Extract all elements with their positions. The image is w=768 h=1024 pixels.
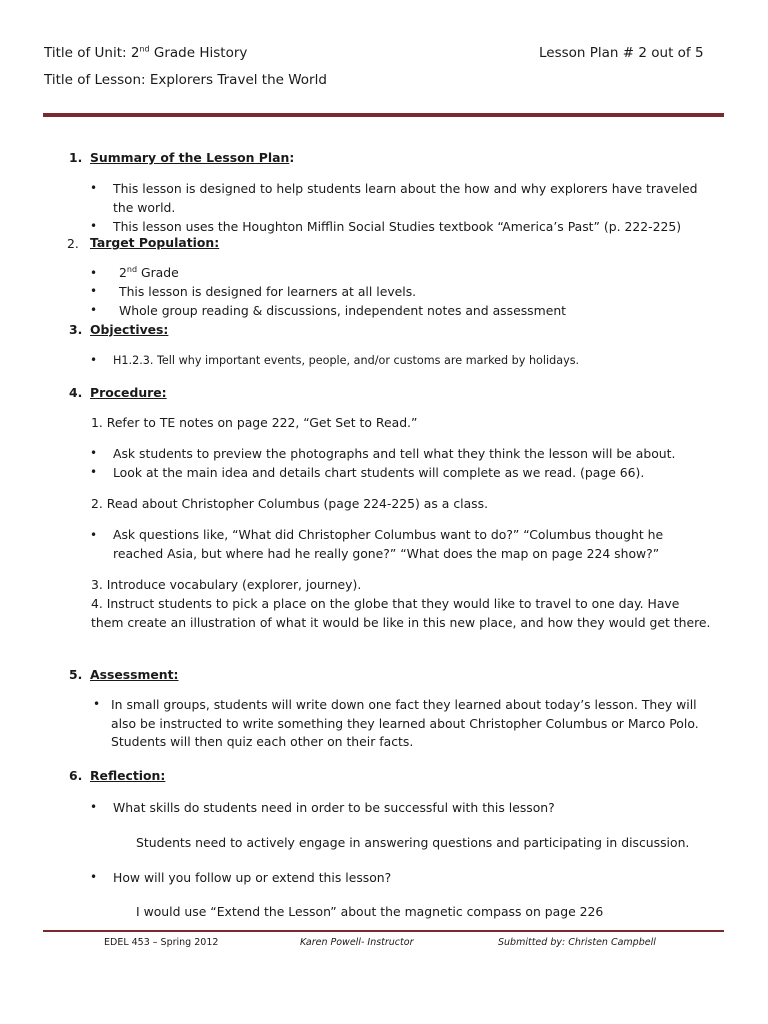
section-heading: Assessment: bbox=[90, 667, 179, 682]
section-heading: Target Population: bbox=[90, 235, 220, 250]
section-number: 2. bbox=[67, 236, 79, 251]
list-item: Ask questions like, “What did Christopher Columbus want to do?” “Columbus thought he reached Asia, but where had he really gone?” “What does the map on page 224 show?” bbox=[113, 527, 664, 561]
bullet-icon: • bbox=[90, 465, 98, 479]
footer-divider bbox=[43, 930, 724, 932]
bullet-icon: • bbox=[90, 303, 98, 317]
reflection-question: What skills do students need in order to be successful with this lesson? bbox=[113, 800, 555, 815]
bullet-icon: • bbox=[93, 697, 101, 711]
footer-submitted-by: Submitted by: Christen Campbell bbox=[498, 937, 656, 948]
bullet-icon: • bbox=[90, 266, 98, 280]
section-heading: Objectives: bbox=[90, 322, 169, 337]
list-item: Ask students to preview the photographs and tell what they think the lesson will be about. bbox=[113, 446, 676, 461]
unit-title: Title of Unit: 2nd Grade History bbox=[44, 44, 248, 61]
footer-course: EDEL 453 – Spring 2012 bbox=[104, 937, 219, 948]
list-item: This lesson uses the Houghton Mifflin Social Studies textbook “America’s Past” (p. 222-225) bbox=[113, 219, 682, 234]
procedure-step: 1. Refer to TE notes on page 222, “Get Set to Read.” bbox=[91, 415, 418, 430]
section-heading: Summary of the Lesson Plan: bbox=[90, 150, 295, 165]
list-item: This lesson is designed for learners at all levels. bbox=[119, 284, 417, 299]
list-item: This lesson is designed to help students learn about the how and why explorers have traveled the world. bbox=[113, 181, 698, 215]
bullet-icon: • bbox=[90, 870, 98, 884]
section-heading: Reflection: bbox=[90, 768, 166, 783]
bullet-icon: • bbox=[90, 446, 98, 460]
bullet-icon: • bbox=[90, 284, 98, 298]
reflection-question: How will you follow up or extend this lesson? bbox=[113, 870, 392, 885]
procedure-step: 3. Introduce vocabulary (explorer, journey). bbox=[91, 577, 362, 592]
section-number: 1. bbox=[69, 150, 83, 165]
section-heading: Procedure: bbox=[90, 385, 167, 400]
procedure-step: 2. Read about Christopher Columbus (page 224-225) as a class. bbox=[91, 496, 489, 511]
lesson-title: Title of Lesson: Explorers Travel the World bbox=[44, 72, 327, 88]
section-number: 4. bbox=[69, 385, 83, 400]
list-item: Whole group reading & discussions, independent notes and assessment bbox=[119, 303, 567, 318]
list-item: In small groups, students will write down one fact they learned about today’s lesson. They will also be instructed to write something they learned about Christopher Columbus or Marco Polo. Students will then quiz each other on their facts. bbox=[111, 697, 699, 749]
bullet-icon: • bbox=[90, 800, 98, 814]
list-item: Look at the main idea and details chart students will complete as we read. (page 66). bbox=[113, 465, 645, 480]
section-number: 6. bbox=[69, 768, 83, 783]
reflection-answer: I would use “Extend the Lesson” about the magnetic compass on page 226 bbox=[136, 904, 604, 919]
procedure-step: 4. Instruct students to pick a place on the globe that they would like to travel to one day. Have them create an illustration of what it would be like in this new place, and how they would get there. bbox=[91, 596, 711, 630]
reflection-answer: Students need to actively engage in answering questions and participating in discussion. bbox=[136, 835, 690, 850]
lesson-plan-number: Lesson Plan # 2 out of 5 bbox=[539, 45, 704, 61]
section-number: 3. bbox=[69, 322, 83, 337]
list-item: 2nd Grade bbox=[119, 264, 179, 280]
bullet-icon: • bbox=[90, 181, 98, 195]
bullet-icon: • bbox=[90, 219, 98, 233]
section-number: 5. bbox=[69, 667, 83, 682]
list-item: H1.2.3. Tell why important events, people, and/or customs are marked by holidays. bbox=[113, 354, 580, 367]
header-divider bbox=[43, 113, 724, 117]
footer-instructor: Karen Powell- Instructor bbox=[300, 937, 414, 948]
bullet-icon: • bbox=[90, 353, 98, 367]
bullet-icon: • bbox=[90, 528, 98, 542]
